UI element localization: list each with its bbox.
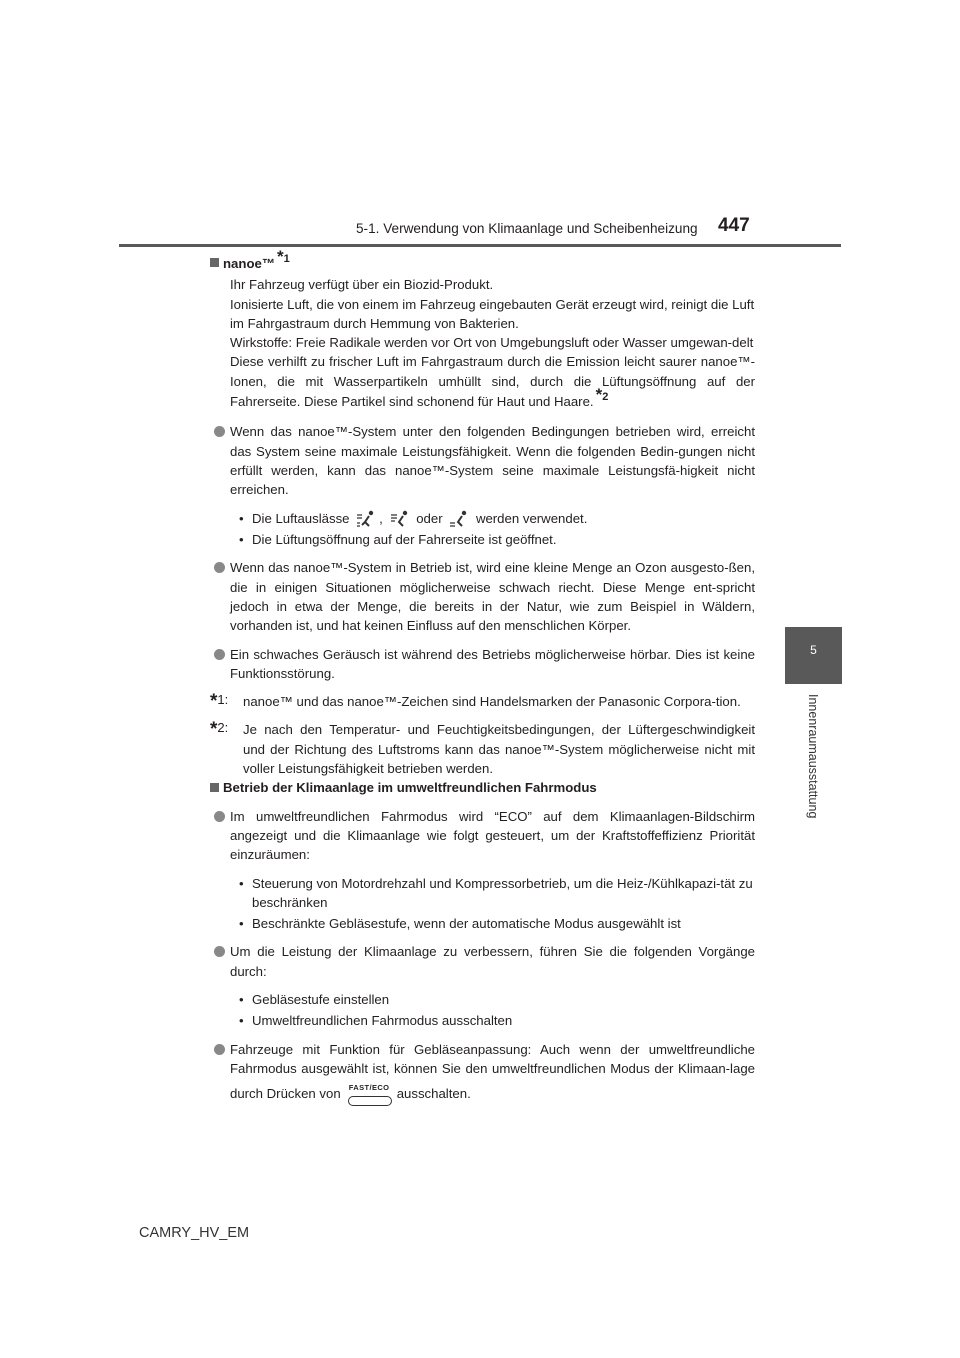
footnote: *1: nanoe™ und das nanoe™-Zeichen sind Handelsmarken der Panasonic Corpora-tion. (210, 691, 741, 713)
bullet-dot-icon (214, 1044, 225, 1055)
face-airflow-icon (390, 510, 410, 528)
feet-airflow-icon (449, 510, 469, 528)
sub-bullet-icon: • (239, 875, 244, 891)
section-title-eco: Betrieb der Klimaanlage im umweltfreundlichen Fahrmodus (210, 778, 755, 797)
sub-list-item: • Beschränkte Gebläsestufe, wenn der automatische Modus ausgewählt ist (210, 914, 755, 933)
sub-bullet-icon: • (239, 992, 244, 1008)
bullet-dot-icon (214, 562, 225, 573)
list-item: Im umweltfreundlichen Fahrmodus wird “ECO” auf dem Klimaanlagen-Bildschirm angezeigt und die Klimaanlage wie folgt gesteuert, um der Kraftstoffeffizienz Priorität einzuräumen: (210, 807, 755, 865)
list-item: Fahrzeuge mit Funktion für Gebläseanpassung: Auch wenn der umweltfreundliche Fahrmodus ausgewählt ist, können Sie den umweltfreundlichen Modus der Klimaan-lage durch Drücken von FAST/ECO ausschalten. (210, 1040, 755, 1113)
footnote-mark: 1: (217, 692, 229, 708)
footnote-ref: 2 (602, 391, 609, 404)
paragraph: Wirkstoffe: Freie Radikale werden vor Ort von Umgebungsluft oder Wasser umgewan-delt (230, 335, 754, 351)
footnote-ref: 1 (283, 253, 290, 265)
bullet-dot-icon (214, 426, 225, 437)
footer-document-code: CAMRY_HV_EM (139, 1225, 250, 1241)
chapter-side-label: Innenraumausstattung (806, 694, 820, 819)
sub-bullet-icon: • (239, 510, 244, 526)
footnote-star: * (210, 691, 218, 713)
footnote: *2: Je nach den Temperatur- und Feuchtigkeitsbedingungen, der Lüftergeschwindigkeit und der Richtung des Luftstroms kann das nanoe™-System möglicherweise nicht mit voller Leistungsfähigkeit betrieben werden. (210, 719, 755, 777)
paragraph: Ihr Fahrzeug verfügt über ein Biozid-Produkt. (230, 277, 494, 293)
bullet-dot-icon (214, 946, 225, 957)
sub-bullet-icon: • (239, 916, 244, 932)
page-content (210, 247, 755, 1112)
header-rule (119, 244, 841, 247)
section-title-nanoe: nanoe™ *1 (210, 253, 755, 275)
sub-list-item: • Steuerung von Motordrehzahl und Kompressorbetrieb, um die Heiz-/Kühlkapazi-tät zu beschränken (239, 875, 753, 910)
list-item: Ein schwaches Geräusch ist während des Betriebs möglicherweise hörbar. Dies ist keine Funktionsstörung. (210, 645, 755, 684)
list-item: Um die Leistung der Klimaanlage zu verbessern, führen Sie die folgenden Vorgänge durch: (210, 942, 755, 981)
list-item: Wenn das nanoe™-System in Betrieb ist, wird eine kleine Menge an Ozon ausgesto-ßen, die in einigen Situationen möglicherweise schwach riecht. Diese Menge ent-spricht jedoch in etwa der Menge, die bereits in der Natur, wie zum Beispiel in Wäldern, vorhanden ist, und hat keinen Einfluss auf den menschlichen Körper. (210, 558, 755, 635)
chapter-tab (785, 627, 842, 684)
footnote-star: * (210, 719, 218, 741)
list-item: Wenn das nanoe™-System unter den folgenden Bedingungen betrieben wird, erreicht das System seine maximale Leistungsfähigkeit. Wenn die folgenden Bedin-gungen nicht erfüllt werden, kann das nanoe™-System seine maximale Leistungsfä-higkeit nicht erreichen. (210, 422, 755, 499)
fast-eco-label: FAST/ECO (348, 1083, 390, 1093)
chapter-tab-number: 5 (810, 643, 817, 657)
footnote-star: * (595, 385, 603, 405)
fast-eco-button-icon (345, 1078, 393, 1112)
bullet-dot-icon (214, 649, 225, 660)
sub-bullet-icon: • (239, 1013, 244, 1029)
header-title: 5-1. Verwendung von Klimaanlage und Scheibenheizung (356, 221, 698, 236)
sub-bullet-icon: • (239, 532, 244, 548)
paragraph: Diese verhilft zu frischer Luft im Fahrgastraum durch die Emission leicht saurer nanoe™-Ionen, die mit Wasserpartikeln umhüllt sind, durch die Lüftungsöffnung auf der Fahrerseite. Diese Partikel sind schonend für Haut und Haare. *2 (230, 354, 755, 410)
square-bullet-icon (210, 783, 219, 792)
sub-list-item: • Gebläsestufe einstellen (210, 990, 755, 1009)
footnote-mark: 2: (217, 720, 229, 736)
face-feet-airflow-icon (356, 510, 376, 528)
footnote-star: * (277, 247, 284, 266)
sub-list-item: • Umweltfreundlichen Fahrmodus ausschalten (210, 1011, 755, 1030)
sub-list-item: • Die Lüftungsöffnung auf der Fahrerseite ist geöffnet. (210, 530, 755, 549)
square-bullet-icon (210, 258, 219, 267)
page-number: 447 (718, 215, 750, 236)
bullet-dot-icon (214, 811, 225, 822)
paragraph: Ionisierte Luft, die von einem im Fahrzeug eingebauten Gerät erzeugt wird, reinigt die Luft im Fahrgastraum durch Hemmung von Bakterien. (230, 296, 755, 331)
sub-list-item: • Die Luftauslässe , oder werden verwendet. (210, 509, 755, 529)
